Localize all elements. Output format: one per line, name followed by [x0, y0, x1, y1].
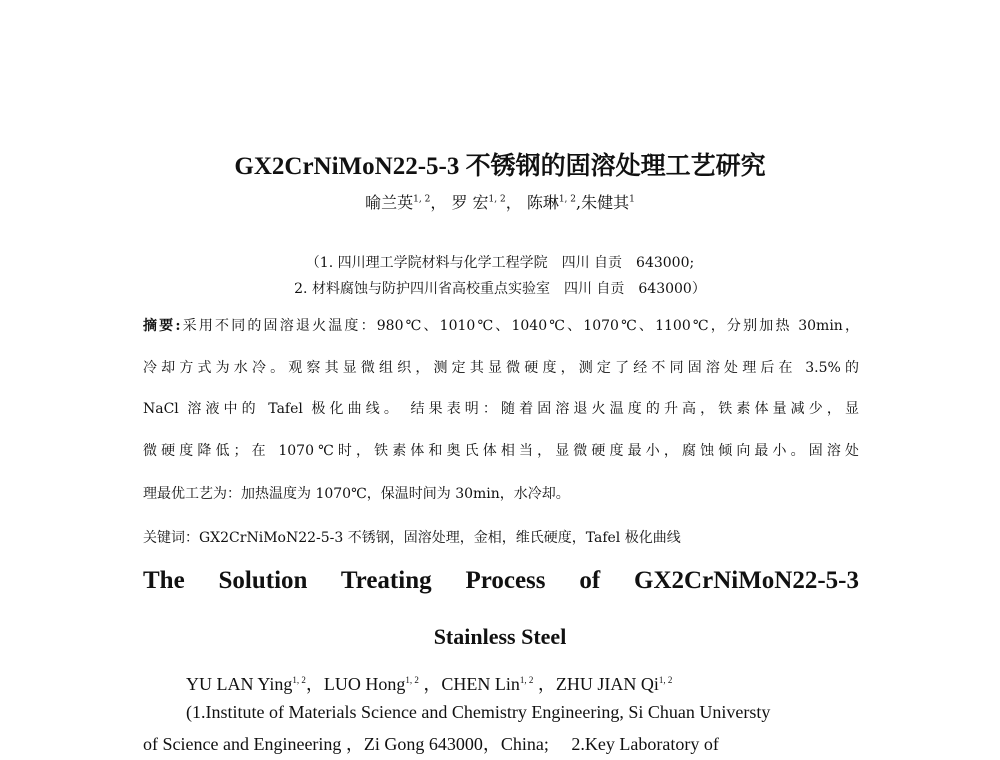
english-title-word: Treating — [340, 567, 432, 594]
chinese-author-name: 罗 宏 — [451, 193, 489, 212]
english-author-affil-mark: 1, 2 — [658, 675, 673, 685]
english-title-word: Process — [465, 567, 546, 594]
english-authors: YU LAN Ying$^{1, 2}$，LUO Hong$^{1, 2}$ ，CHEN Lin$^{1, 2}$ ，ZHU JIAN Qi$^{1, 2}$ — [186, 674, 673, 694]
english-title-line-1 — [143, 567, 859, 595]
chinese-author-affil-mark: 1, 2 — [558, 194, 577, 205]
chinese-affiliation-line: （1. 四川理工学院材料与化学工程学院 四川 自贡 643000; — [305, 255, 695, 271]
chinese-author-affil-mark: 1, 2 — [413, 194, 431, 205]
english-affiliation-line: of Science and Engineering ，Zi Gong 643000，China; 2.Key Laboratory of — [143, 734, 719, 754]
chinese-title: GX2CrNiMoN22-5-3 不锈钢的固溶处理工艺研究 — [234, 153, 766, 180]
abstract-text: 采用不同的固溶退火温度：980℃、1010℃、1040℃、1070℃、1100℃，分别加热 30min， — [180, 318, 859, 334]
abstract-line: 微硬度降低；在 1070℃时，铁素体和奥氏体相当，显微硬度最小，腐蚀倾向最小。固溶处 — [143, 443, 859, 459]
abstract-label: 摘要: — [143, 318, 181, 334]
abstract-line: 理最优工艺为：加热温度为 1070℃，保温时间为 30min，水冷却。 — [143, 486, 570, 502]
english-title-word: of — [579, 567, 601, 594]
chinese-author-name: 朱健其 — [581, 193, 630, 212]
chinese-affiliation-line: 2. 材料腐蚀与防护四川省高校重点实验室 四川 自贡 643000） — [294, 281, 706, 297]
chinese-author-name: 喻兰英 — [365, 193, 414, 212]
english-title-word: The — [143, 567, 185, 594]
english-author-name: YU LAN Ying — [186, 674, 293, 694]
english-title-word: Solution — [218, 567, 308, 594]
abstract-line — [143, 315, 859, 335]
chinese-author-affil-mark: 1 — [629, 194, 635, 205]
english-author-name: LUO Hong — [323, 674, 406, 694]
english-author-name: CHEN Lin — [441, 674, 520, 694]
english-author-affil-mark: 1, 2 — [292, 675, 306, 685]
english-author-name: ZHU JIAN Qi — [555, 674, 659, 694]
english-affiliation-line: (1.Institute of Materials Science and Chemistry Engineering, Si Chuan Universty — [186, 702, 771, 722]
english-author-affil-mark: 1, 2 — [405, 675, 419, 685]
english-title-line-2: Stainless Steel — [433, 624, 567, 649]
english-author-affil-mark: 1, 2 — [519, 675, 534, 685]
abstract-line: NaCl 溶液中的 Tafel 极化曲线。 结果表明：随着固溶退火温度的升高，铁素体量减少，显 — [143, 401, 859, 417]
chinese-authors: 喻兰英$^{1, 2}$， 罗 宏$^{1, 2}$， 陈琳$^{1, 2}$,朱健其$^1$ — [365, 193, 635, 212]
chinese-author-name: 陈琳 — [526, 193, 559, 212]
keywords-line: 关键词：GX2CrNiMoN22-5-3 不锈钢，固溶处理，金相，维氏硬度，Tafel 极化曲线 — [143, 530, 681, 546]
english-title-word: GX2CrNiMoN22-5-3 — [634, 567, 859, 594]
chinese-author-affil-mark: 1, 2 — [488, 194, 506, 205]
abstract-line: 冷却方式为水冷。观察其显微组织，测定其显微硬度，测定了经不同固溶处理后在 3.5%的 — [143, 360, 859, 376]
